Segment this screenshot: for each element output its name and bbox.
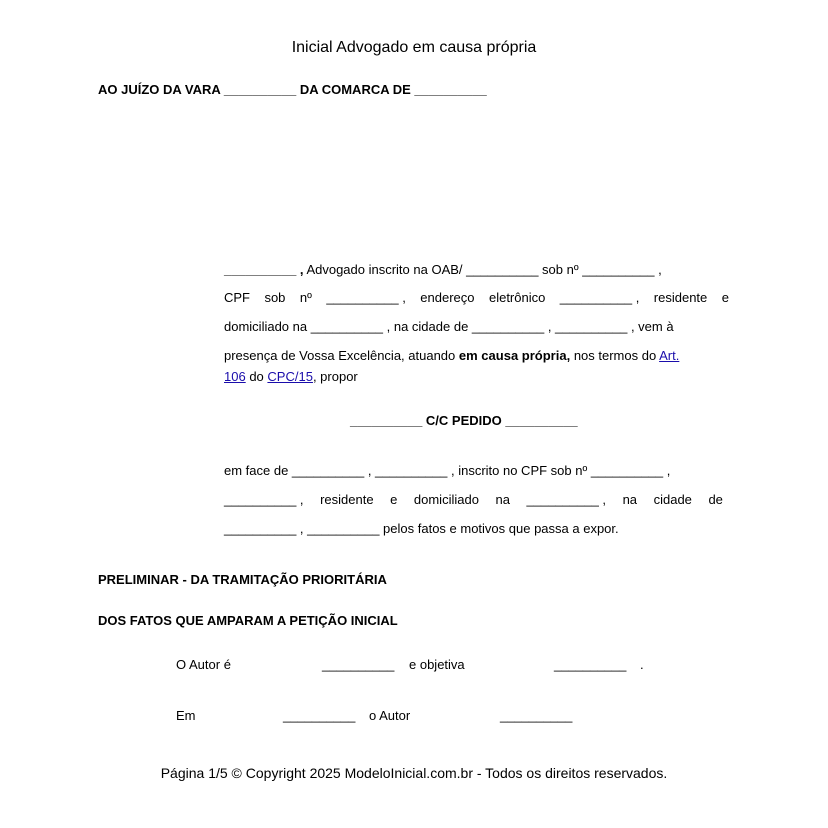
do-text: do	[249, 369, 264, 384]
defendant-line-2	[224, 492, 723, 507]
court-address-heading: AO JUÍZO DA VARA __________ DA COMARCA DE __________	[98, 82, 487, 97]
facts-autor-label: O Autor é	[176, 657, 231, 672]
presence-text: presença de Vossa Excelência, atuando	[224, 348, 456, 363]
word: sob	[264, 290, 286, 305]
word: domiciliado	[413, 492, 479, 507]
art-106-link[interactable]: Art.	[659, 348, 680, 363]
word: residente	[653, 290, 708, 305]
word: cidade	[653, 492, 692, 507]
terms-text: nos termos do	[573, 348, 657, 363]
defendant-line-1: em face de __________ , __________ , inscrito no CPF sob nº __________ ,	[224, 463, 671, 478]
qualification-line-3: domiciliado na __________ , na cidade de __________ , __________ , vem à	[224, 319, 674, 334]
action-title: __________ C/C PEDIDO __________	[350, 413, 578, 428]
word: __________ ,	[224, 492, 304, 507]
art-106-link-number[interactable]: 106	[224, 369, 246, 384]
word: residente	[320, 492, 374, 507]
qualification-line-4	[224, 348, 679, 363]
word: e	[721, 290, 729, 305]
qualification-line-5	[224, 369, 358, 384]
defendant-line-3: __________ , __________ pelos fatos e motivos que passa a expor.	[224, 521, 619, 536]
word: eletrônico	[488, 290, 546, 305]
facts-blank: __________	[554, 657, 627, 672]
word: __________ ,	[526, 492, 607, 507]
cpc-15-link[interactable]: CPC/15	[267, 369, 313, 384]
plaintiff-name-blank: __________ ,	[224, 262, 304, 277]
facts-blank: __________	[322, 657, 395, 672]
word: __________ ,	[326, 290, 406, 305]
facts-period: .	[640, 657, 644, 672]
facts-blank: __________	[500, 708, 573, 723]
word: nº	[299, 290, 312, 305]
facts-em-label: Em	[176, 708, 196, 723]
word: e	[390, 492, 398, 507]
word: na	[495, 492, 510, 507]
own-cause-emphasis: em causa própria,	[458, 348, 571, 363]
propor-text: , propor	[312, 369, 358, 384]
page-footer: Página 1/5 © Copyright 2025 ModeloInicial.com.br - Todos os direitos reservados.	[160, 765, 668, 781]
word: CPF	[224, 290, 250, 305]
section-heading-preliminar: PRELIMINAR - DA TRAMITAÇÃO PRIORITÁRIA	[98, 572, 387, 587]
qualification-line-1	[224, 262, 729, 277]
facts-o-autor-label: o Autor	[369, 708, 411, 723]
facts-blank: __________	[283, 708, 356, 723]
facts-objetiva-label: e objetiva	[409, 657, 465, 672]
section-heading-fatos: DOS FATOS QUE AMPARAM A PETIÇÃO INICIAL	[98, 613, 398, 628]
word: na	[622, 492, 638, 507]
qualification-line-2	[224, 290, 729, 305]
document-title: Inicial Advogado em causa própria	[291, 39, 537, 56]
word: de	[708, 492, 723, 507]
oab-text: Advogado inscrito na OAB/ __________ sob nº __________ ,	[306, 262, 662, 277]
word: __________ ,	[559, 290, 640, 305]
word: endereço	[420, 290, 475, 305]
